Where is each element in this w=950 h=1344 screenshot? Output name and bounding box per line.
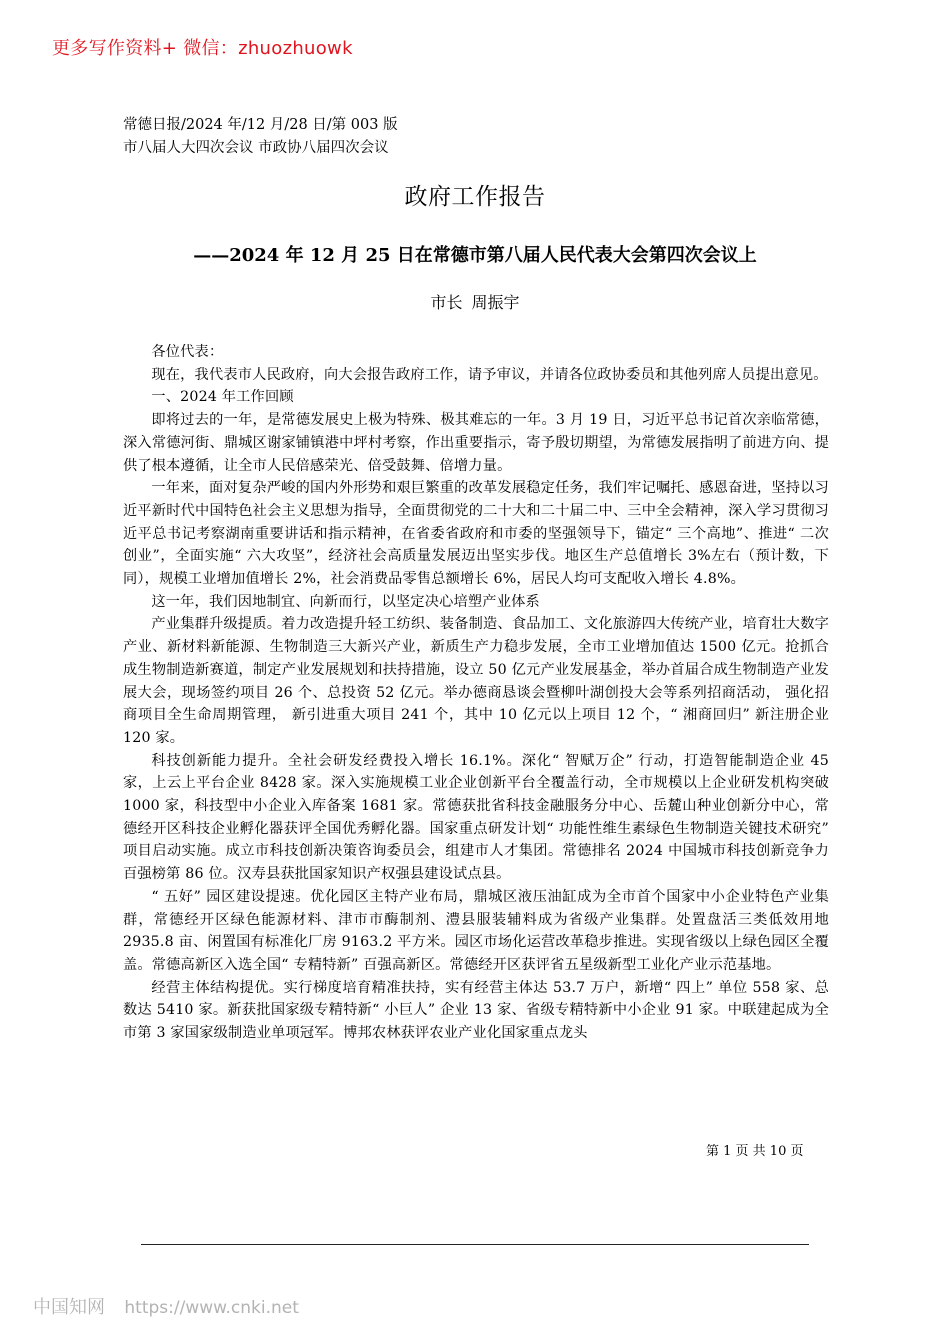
meeting-line: 市八届人大四次会议 市政协八届四次会议 <box>123 140 389 156</box>
watermark <box>33 1293 299 1319</box>
section-heading: 一、2024 年工作回顾 <box>151 389 294 406</box>
body-paragraph: 即将过去的一年，是常德发展史上极为特殊、极其难忘的一年。3 月 19 日，习近平总书记首次亲临常德，深入常德河街、鼎城区谢家铺镇港中坪村考察，作出重要指示，寄予殷切期望，为常德发展指明了前进方向、提供了根本遵循，让全市人民倍感荣光、倍受鼓舞、倍增力量。 <box>123 412 829 474</box>
body-paragraph: 科技创新能力提升。全社会研发经费投入增长 16.1%。深化“ 智赋万企” 行动，打造智能制造企业 45 家，上云上平台企业 8428 家。深入实施规模工业企业创新平台全覆盖行动，全市规模以上企业研发机构突破 1000 家，科技型中小企业入库备案 1681 家。常德获批省科技金融服务分中心、岳麓山种业创新分中心，常德经开区科技企业孵化器获评全国优秀孵化器。国家重点研发计划“ 功能性维生素绿色生物制造关键技术研究” 项目启动实施。成立市科技创新决策咨询委员会，组建市人才集团。常德排名 2024 中国城市科技创新竞争力百强榜第 86 位。汉寿县获批国家知识产权强县建设试点县。 <box>123 752 829 883</box>
salutation: 各位代表： <box>151 344 224 360</box>
author-line: 市长 周振宇 <box>430 293 520 312</box>
body-paragraph: 一年来，面对复杂严峻的国内外形势和艰巨繁重的改革发展稳定任务，我们牢记嘱托、感恩奋进，坚持以习近平新时代中国特色社会主义思想为指导，全面贯彻党的二十大和二十届二中、三中全会精神，深入学习贯彻习近平总书记考察湖南重要讲话和指示精神，在省委省政府和市委的坚强领导下，锚定“ 三个高地”、推进“ 二次创业”，全面实施“ 六大攻坚”，经济社会高质量发展迈出坚实步伐。地区生产总值增长 3%左右（预计数，下同），规模工业增加值增长 2%，社会消费品零售总额增长 6%，居民人均可支配收入增长 4.8%。 <box>123 480 829 588</box>
page-number: 第 1 页 共 10 页 <box>706 1144 804 1159</box>
watermark-url: https://www.cnki.net <box>124 1298 299 1318</box>
body-paragraph: “ 五好” 园区建设提速。优化园区主特产业布局，鼎城区液压油缸成为全市首个国家中小企业特色产业集群，常德经开区绿色能源材料、津市市酶制剂、澧县服装辅料成为省级产业集群。处置盘活三类低效用地 2935.8 亩、闲置国有标准化厂房 9163.2 平方米。园区市场化运营改革稳步推进。实现省级以上绿色园区全覆盖。常德高新区入选全国“ 专精特新” 百强高新区。常德经开区获评省五星级新型工业化产业示范基地。 <box>123 888 829 973</box>
body-paragraph: 产业集群升级提质。着力改造提升轻工纺织、装备制造、食品加工、文化旅游四大传统产业，培育壮大数字产业、新材料新能源、生物制造三大新兴产业，新质生产力稳步发展，全市工业增加值达 1500 亿元。抢抓合成生物制造新赛道，制定产业发展规划和扶持措施，设立 50 亿元产业发展基金，举办首届合成生物制造产业发展大会，现场签约项目 26 个、总投资 52 亿元。举办德商恳谈会暨柳叶湖创投大会等系列招商活动， 强化招商项目全生命周期管理， 新引进重大项目 241 个，其中 10 亿元以上项目 12 个，“ 湘商回归” 新注册企业 120 家。 <box>123 616 829 746</box>
body-paragraph: 经营主体结构提优。实行梯度培育精准扶持，实有经营主体达 53.7 万户，新增“ 四上” 单位 558 家、总数达 5410 家。新获批国家级专精特新“ 小巨人” 企业 13 家、省级专精特新中小企业 91 家。中联建起成为全市第 3 家国家级制造业单项冠军。博邦农林获评农业产业化国家重点龙头 <box>123 979 829 1042</box>
report-body <box>123 341 829 1045</box>
promo-banner: 更多写作资料+ 微信：zhuozhuowk <box>52 38 353 59</box>
body-paragraph: 现在，我代表市人民政府，向大会报告政府工作，请予审议，并请各位政协委员和其他列席人员提出意见。 <box>151 366 828 383</box>
watermark-name: 中国知网 <box>33 1297 105 1318</box>
footer-divider <box>141 1244 809 1245</box>
source-line: 常德日报/2024 年/12 月/28 日/第 003 版 <box>123 117 398 133</box>
subsection-heading: 这一年，我们因地制宜、向新而行，以坚定决心培塑产业体系 <box>151 593 540 610</box>
page-title: 政府工作报告 <box>404 184 546 210</box>
page-subtitle: ——2024 年 12 月 25 日在常德市第八届人民代表大会第四次会议上 <box>193 245 757 266</box>
